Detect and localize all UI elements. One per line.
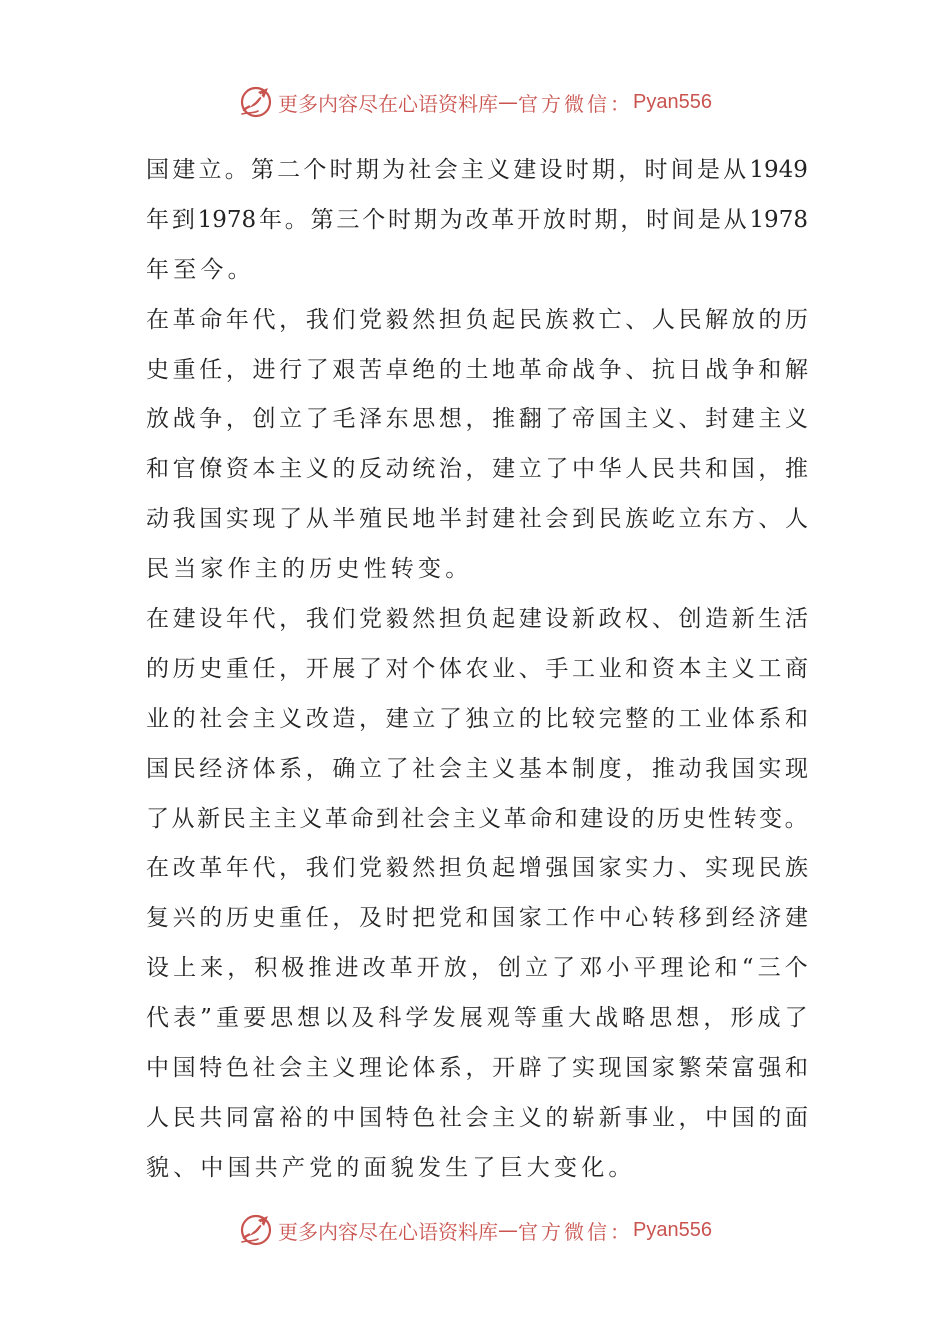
text-line: 史 重 任 ， 进 行 了 艰 苦 卓 绝 的 土 地 革 命 战 争 、 抗 日 战 争 和 解 [146, 356, 808, 383]
text-line: 代 表 ” 重 要 思 想 以 及 科 学 发 展 观 等 重 大 战 略 思 想 ， 形 成 了 [146, 1005, 808, 1032]
pen-logo-icon [238, 84, 274, 120]
text-line: 民当家作主的历史性转变。 [146, 556, 473, 583]
header-dash: — [498, 90, 519, 114]
header-banner [0, 82, 950, 122]
footer-wechat-label: 官方微信： [518, 1219, 634, 1244]
document-body [146, 146, 808, 1194]
text-line: 和 官 僚 资 本 主 义 的 反 动 统 治 ， 建 立 了 中 华 人 民 共 和 国 ， 推 [146, 456, 808, 483]
header-wechat-label: 官方微信： [518, 91, 634, 116]
footer-account: Pyan556 [633, 1218, 712, 1241]
text-line: 的 历 史 重 任 ， 开 展 了 对 个 体 农 业 、 手 工 业 和 资 本 主 义 工 商 [146, 655, 808, 682]
text-line: 中 国 特 色 社 会 主 义 理 论 体 系 ， 开 辟 了 实 现 国 家 繁 荣 富 强 和 [146, 1055, 808, 1082]
text-line: 设 上 来 ， 积 极 推 进 改 革 开 放 ， 创 立 了 邓 小 平 理 论 和 “ 三 个 [146, 955, 808, 982]
footer-banner [0, 1210, 950, 1250]
text-line: 貌、中国共产党的面貌发生了巨大变化。 [146, 1154, 636, 1181]
text-line: 在 革 命 年 代 ， 我 们 党 毅 然 担 负 起 民 族 救 亡 、 人 民 解 放 的 历 [146, 306, 808, 333]
pen-logo-icon [238, 1212, 274, 1248]
text-line: 业 的 社 会 主 义 改 造 ， 建 立 了 独 立 的 比 较 完 整 的 工 业 体 系 和 [146, 705, 808, 732]
text-line: 年 到 1978 年 。 第 三 个 时 期 为 改 革 开 放 时 期 ， 时 间 是 从 1978 [146, 206, 808, 233]
text-line: 在 建 设 年 代 ， 我 们 党 毅 然 担 负 起 建 设 新 政 权 、 创 造 新 生 活 [146, 606, 808, 633]
footer-dash: — [498, 1218, 519, 1242]
text-line: 在 改 革 年 代 ， 我 们 党 毅 然 担 负 起 增 强 国 家 实 力 、 实 现 民 族 [146, 855, 808, 882]
footer-brand-text: 更多内容尽在心语资料库 [278, 1219, 499, 1244]
text-line: 国 民 经 济 体 系 ， 确 立 了 社 会 主 义 基 本 制 度 ， 推 动 我 国 实 现 [146, 755, 808, 782]
text-line: 年至今。 [146, 256, 255, 283]
header-brand-text: 更多内容尽在心语资料库 [278, 91, 499, 116]
header-account: Pyan556 [633, 90, 712, 113]
text-line: 复 兴 的 历 史 重 任 ， 及 时 把 党 和 国 家 工 作 中 心 转 移 到 经 济 建 [146, 905, 808, 932]
text-line: 放 战 争 ， 创 立 了 毛 泽 东 思 想 ， 推 翻 了 帝 国 主 义 、 封 建 主 义 [146, 406, 808, 433]
text-line: 动 我 国 实 现 了 从 半 殖 民 地 半 封 建 社 会 到 民 族 屹 立 东 方 、 人 [146, 506, 808, 533]
text-line: 国 建 立 。 第 二 个 时 期 为 社 会 主 义 建 设 时 期 ， 时 间 是 从 1949 [146, 157, 808, 183]
text-line: 人 民 共 同 富 裕 的 中 国 特 色 社 会 主 义 的 崭 新 事 业 ， 中 国 的 面 [146, 1104, 808, 1131]
text-line: 了 从 新 民 主 主 义 革 命 到 社 会 主 义 革 命 和 建 设 的 历 史 性 转 变 。 [146, 805, 808, 832]
